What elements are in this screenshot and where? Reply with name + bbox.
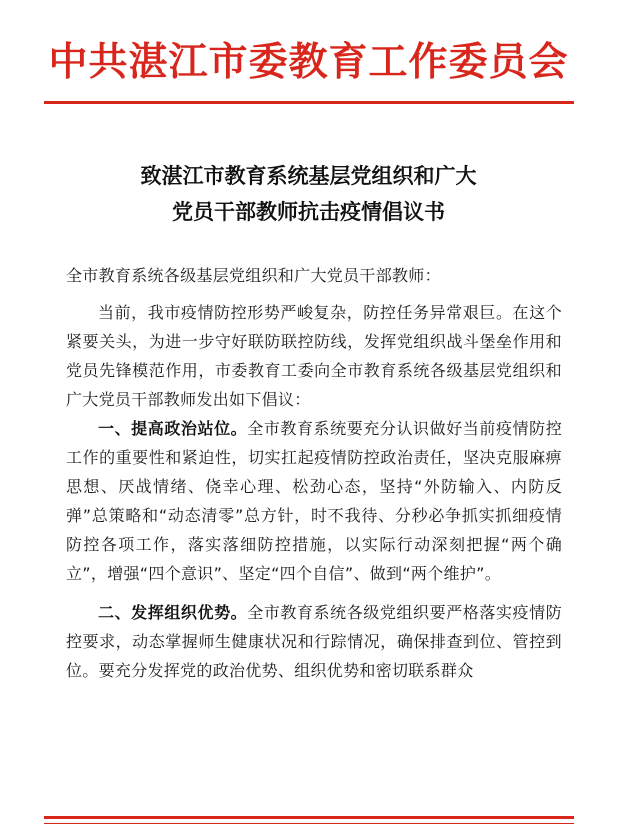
document-title-line-2: 党员干部教师抗击疫情倡议书: [172, 199, 445, 224]
intro-paragraph: 当前，我市疫情防控形势严峻复杂，防控任务异常艰巨。在这个紧要关头，为进一步守好联防联控防线，发挥党组织战斗堡垒作用和党员先锋模范作用，市委教育工委向全市教育系统各级基层党组织和广大党员干部教师发出如下倡议：: [66, 303, 562, 409]
organization-header: 中共湛江市委教育工作委员会: [48, 39, 569, 85]
section-1-paragraph: [66, 414, 562, 588]
section-2-heading: 二、发挥组织优势。: [98, 603, 248, 622]
section-2-paragraph: [66, 598, 562, 685]
header-red-rule: [44, 101, 574, 104]
section-1-text: 全市教育系统要充分认识做好当前疫情防控工作的重要性和紧迫性，切实扛起疫情防控政治责任，坚决克服麻痹思想、厌战情绪、侥幸心理、松劲心态，坚持“外防输入、内防反弹”总策略和“动态清零”总方针，时不我待、分秒必争抓实抓细疫情防控各项工作，落实落细防控措施，以实际行动深刻把握“两个确立”，增强“四个意识”、坚定“四个自信”、做到“两个维护”。: [66, 419, 562, 583]
footer-red-rule: [44, 816, 574, 819]
document-title: [0, 158, 617, 230]
section-2-text: 全市教育系统各级党组织要严格落实疫情防控要求，动态掌握师生健康状况和行踪情况，确保排查到位、管控到位。要充分发挥党的政治优势、组织优势和密切联系群众: [66, 603, 562, 680]
document-title-line-1: 致湛江市教育系统基层党组织和广大: [140, 163, 477, 188]
section-1-heading: 一、提高政治站位。: [98, 419, 248, 438]
footer-red-rule-thin: [44, 823, 574, 824]
document-body: [66, 261, 562, 685]
salutation: 全市教育系统各级基层党组织和广大党员干部教师：: [66, 266, 441, 285]
